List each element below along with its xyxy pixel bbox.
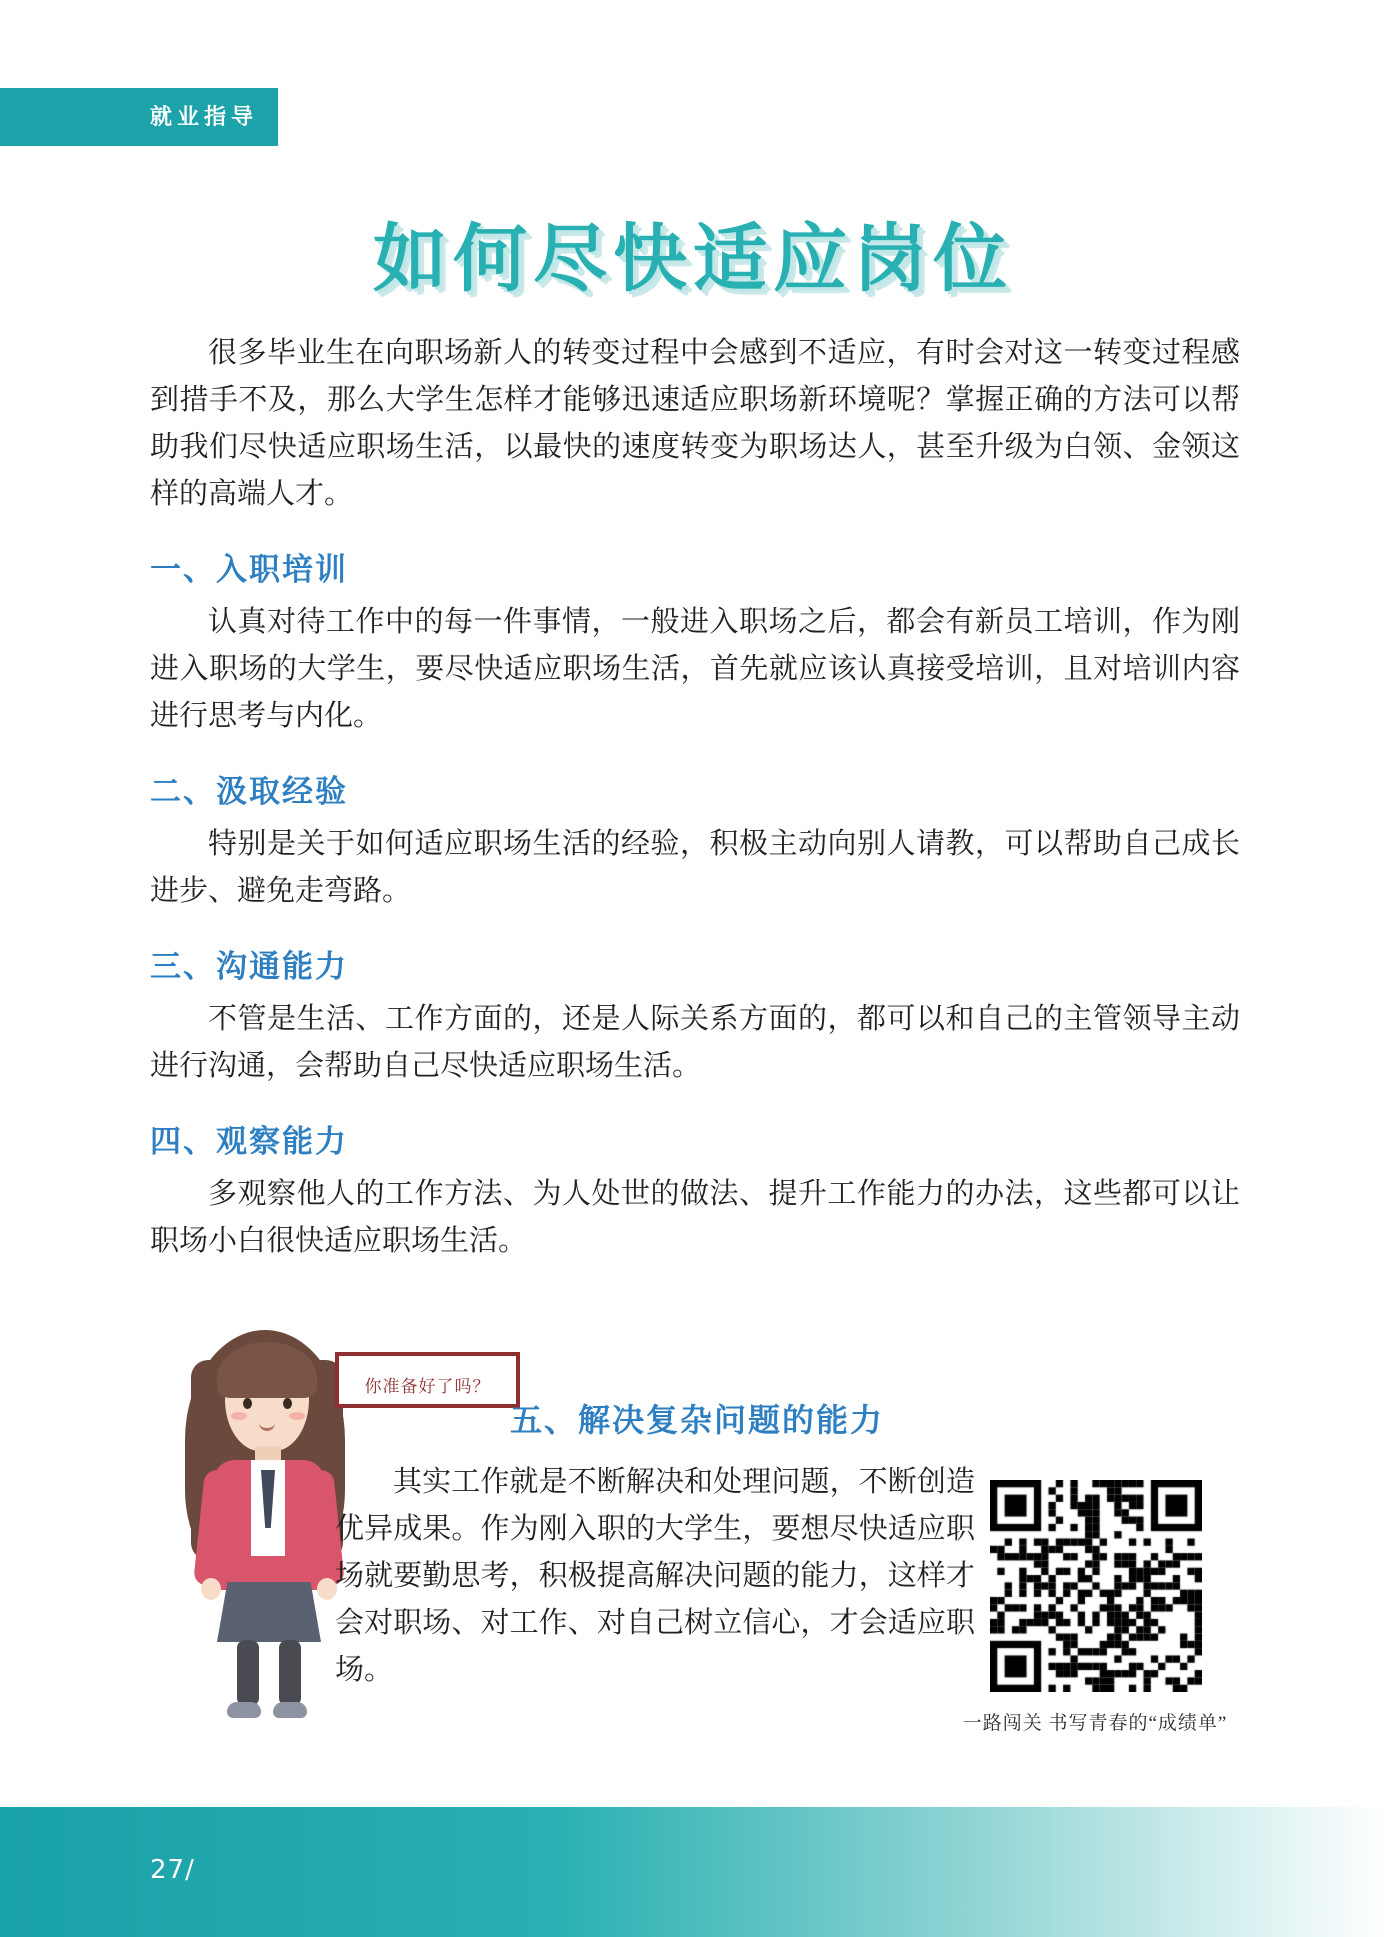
section-body-5: 其实工作就是不断解决和处理问题，不断创造优异成果。作为刚入职的大学生，要想尽快适应职场就要勤思考，积极提高解决问题的能力，这样才会对职场、对工作、对自己树立信心，才会适应职场。 [335,1466,975,1686]
hand-right [317,1578,337,1600]
qr-code-caption: 一路闯关 书写青春的“成绩单” [962,1713,1228,1734]
speech-bubble-text: 你准备好了吗？ [364,1377,491,1396]
article-body [150,330,1240,1271]
section-heading-2: 二、汲取经验 [150,773,348,810]
page-title: 如何尽快适应岗位 [373,216,1013,302]
qr-code[interactable] [990,1480,1202,1692]
page-footer [0,1807,1386,1937]
skirt [217,1582,321,1642]
section-heading-1: 一、入职培训 [150,551,348,588]
section-body-3: 不管是生活、工作方面的，还是人际关系方面的，都可以和自己的主管领导主动进行沟通，会帮助自己尽快适应职场生活。 [150,1002,1240,1082]
blush-right [289,1412,305,1420]
section-heading-4: 四、观察能力 [150,1123,348,1160]
section-body-2: 特别是关于如何适应职场生活的经验，积极主动向别人请教，可以帮助自己成长进步、避免走弯路。 [150,827,1240,907]
section-body-1: 认真对待工作中的每一件事情，一般进入职场之后，都会有新员工培训，作为刚进入职场的大学生，要尽快适应职场生活，首先就应该认真接受培训，且对培训内容进行思考与内化。 [150,605,1240,732]
page-number: 27/ [150,1855,195,1885]
eye-right [283,1398,292,1409]
shoe-left [227,1702,261,1718]
leg-left [237,1640,259,1706]
section-body-4: 多观察他人的工作方法、为人处世的做法、提升工作能力的办法，这些都可以让职场小白很快适应职场生活。 [150,1177,1240,1257]
section-tab-label: 就业指导 [150,104,259,129]
blush-left [231,1412,247,1420]
section-heading-5: 五、解决复杂问题的能力 [510,1400,885,1439]
hand-left [201,1578,221,1600]
section-heading-3: 三、沟通能力 [150,948,348,985]
leg-right [279,1640,301,1706]
speech-bubble [335,1352,520,1408]
shoe-right [273,1702,307,1718]
eye-left [243,1398,252,1409]
intro-paragraph: 很多毕业生在向职场新人的转变过程中会感到不适应，有时会对这一转变过程感到措手不及，那么大学生怎样才能够迅速适应职场新环境呢？掌握正确的方法可以帮助我们尽快适应职场生活，以最快的速度转变为职场达人，甚至升级为白领、金领这样的高端人才。 [150,337,1240,510]
